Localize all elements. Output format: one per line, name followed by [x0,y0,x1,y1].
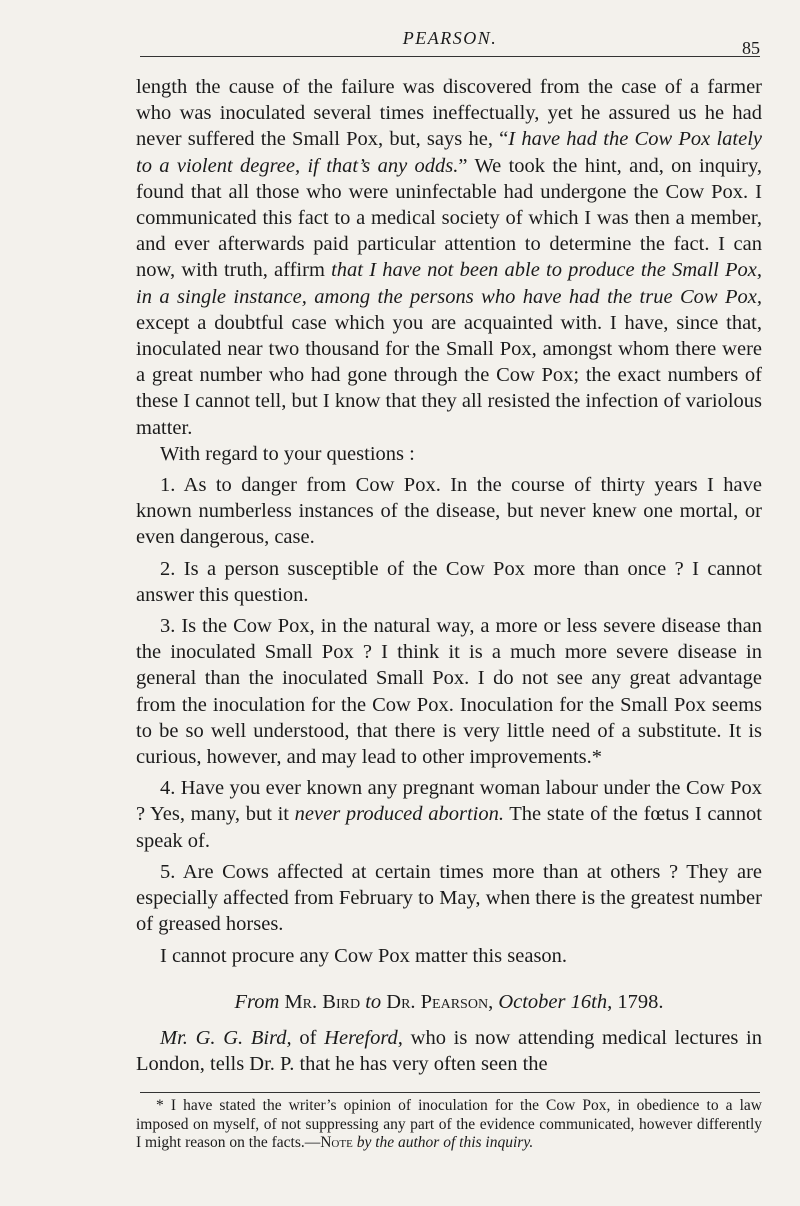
note-label: Note [320,1134,353,1151]
note-byline: by the author of this inquiry. [352,1134,534,1151]
question-2: 2. Is a person susceptible of the Cow Pox more than once ? I cannot answer this question. [136,557,762,606]
text-run: * I have stated the writer’s opinion of inoculation for the Cow Pox, in obedience to a law imposed on myself, of not suppressing any part of the evidence communicated, however differently I might reason on the facts.— [136,1097,762,1151]
header-rule [140,56,760,57]
heading-to: to [365,990,382,1013]
question-5: 5. Are Cows affected at certain times more than at others ? They are especially affected from February to May, when there is the greatest number of greased horses. [136,860,762,936]
footnote-text [136,1097,762,1153]
heading-from: From [234,990,280,1013]
text-run: 4. Have you ever known any pregnant woman labour under the Cow Pox ? Yes, many, but it [136,777,762,826]
heading-year: 1798. [617,990,664,1013]
closing-line: I cannot procure any Cow Pox matter this season. [160,944,568,967]
text-run: who is now attending medical lectures in London, tells Dr. P. that he has very often seen the [136,1026,762,1076]
question-4 [136,775,762,854]
person-name: Mr. G. G. Bird, [160,1026,292,1049]
heading-recipient: Dr. Pearson, [386,990,494,1013]
heading-date: October 16th, [498,990,613,1013]
footnote [136,1097,762,1153]
running-head: PEARSON. [402,28,498,48]
italic-phrase: never produced abortion. [294,803,504,826]
paragraph-last [136,1025,762,1077]
text-run: length the cause of the failure was discovered from the case of a farmer who was inoculated several times ineffectually, yet he assured us he had never suffered the Small Pox, but, says he, “ [136,76,762,151]
heading-sender: Mr. Bird [284,990,361,1013]
text-run: ” We took the hint, and, on inquiry, found that all those who were uninfectable had undergone the Cow Pox. I communicated this fact to a medical society of which I was then a member, and ever afterwards paid particular attention to determine the fact. I can now, with truth, affirm [136,154,763,282]
question-3: 3. Is the Cow Pox, in the natural way, a more or less severe disease than the inoculated Small Pox ? I think it is a much more severe disease in general than the inoculated Small Pox. I do not see any great advantage from the inoculation for the Cow Pox. Inoculation for the Small Pox seems to be so well understood, that there is very little need of a substitute. It is curious, however, and may lead to other improvements.* [136,615,762,769]
italic-affirmation: that I have not been able to produce the Small Pox, in a single instance, among the persons who have had the true Cow Pox, [136,259,762,308]
body-text [136,74,762,1077]
page-header [0,28,800,58]
page-number: 85 [742,38,760,58]
text-run: of [291,1026,325,1049]
footnote-rule [140,1092,760,1093]
place-name: Hereford, [324,1026,403,1049]
question-1: 1. As to danger from Cow Pox. In the course of thirty years I have known numberless instances of the disease, but never knew one mortal, or even dangerous, case. [136,474,762,549]
text-run: The state of the fœtus I cannot speak of. [136,803,762,852]
paragraph-continued [136,74,762,441]
questions-intro: With regard to your questions : [160,442,415,465]
italic-quote: I have had the Cow Pox lately to a violent degree, if that’s any odds. [136,128,762,177]
letter-heading [136,989,762,1015]
text-run: except a doubtful case which you are acquainted with. I have, since that, inoculated near two thousand for the Small Pox, amongst whom there were a great number who had gone through the Cow Pox; the exact numbers of these I cannot tell, but I know that they all resisted the infection of variolous matter. [136,311,762,439]
